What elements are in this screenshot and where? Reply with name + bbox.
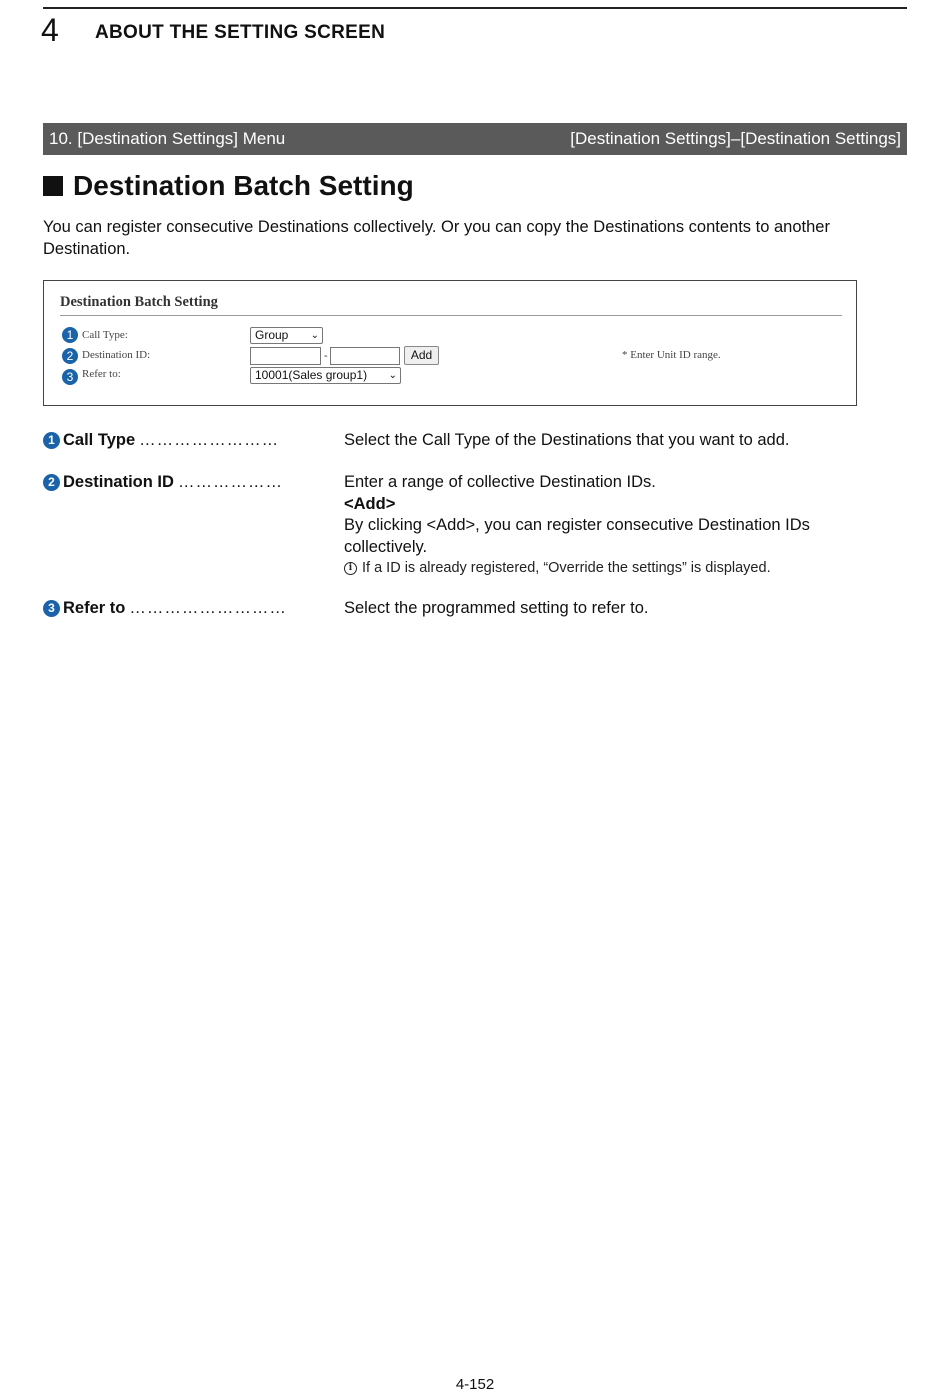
top-rule bbox=[43, 7, 907, 9]
item-desc-text: Select the Call Type of the Destinations that you want to add. bbox=[344, 431, 790, 449]
destination-id-end-input[interactable] bbox=[330, 347, 400, 365]
item-number: 2 bbox=[43, 474, 60, 491]
info-note bbox=[344, 558, 884, 578]
menu-bar-left: 10. [Destination Settings] Menu bbox=[49, 129, 286, 148]
square-bullet-icon bbox=[43, 176, 63, 196]
chapter-number: 4 bbox=[41, 12, 59, 48]
leader-dots: ……………………… bbox=[129, 599, 287, 617]
info-icon: i bbox=[344, 562, 357, 575]
destination-id-start-input[interactable] bbox=[250, 347, 321, 365]
add-button[interactable]: Add bbox=[404, 346, 439, 365]
item-term-text: Call Type bbox=[63, 431, 136, 449]
settings-screenshot bbox=[43, 280, 857, 406]
page-number: 4-152 bbox=[455, 1376, 495, 1393]
item-description bbox=[344, 472, 884, 578]
item-desc-text: Enter a range of collective Destination IDs. bbox=[344, 473, 656, 491]
refer-to-select[interactable] bbox=[250, 367, 401, 384]
leader-dots: ……………… bbox=[177, 473, 283, 491]
callout-number: 1 bbox=[62, 327, 78, 343]
item-term bbox=[43, 472, 293, 494]
chapter-title: ABOUT THE SETTING SCREEN bbox=[95, 22, 386, 43]
item-term bbox=[43, 598, 293, 620]
callout-number: 3 bbox=[62, 369, 78, 385]
call-type-select[interactable] bbox=[250, 327, 323, 344]
unit-id-hint: * Enter Unit ID range. bbox=[622, 349, 721, 361]
info-note-text: If a ID is already registered, “Override the settings” is displayed. bbox=[362, 560, 771, 576]
call-type-value: Group bbox=[255, 328, 289, 342]
refer-to-value: 10001(Sales group1) bbox=[255, 368, 368, 382]
screenshot-title: Destination Batch Setting bbox=[60, 294, 218, 310]
item-term-text: Destination ID bbox=[63, 473, 174, 491]
item-description bbox=[344, 430, 884, 452]
chevron-down-icon: ⌄ bbox=[388, 370, 397, 381]
item-description bbox=[344, 598, 884, 620]
item-number: 3 bbox=[43, 600, 60, 617]
call-type-label: Call Type: bbox=[82, 329, 128, 341]
item-desc-text: Select the programmed setting to refer to. bbox=[344, 599, 649, 617]
item-term bbox=[43, 430, 293, 452]
add-description: By clicking <Add>, you can register consecutive Destination IDs collectively. bbox=[344, 516, 810, 556]
menu-bar-right: [Destination Settings]–[Destination Settings] bbox=[570, 129, 901, 148]
leader-dots: …………………… bbox=[139, 431, 280, 449]
section-title: Destination Batch Setting bbox=[73, 170, 414, 201]
range-dash: - bbox=[324, 350, 328, 362]
screenshot-divider bbox=[60, 315, 842, 316]
item-number: 1 bbox=[43, 432, 60, 449]
chevron-down-icon: ⌄ bbox=[310, 330, 319, 341]
add-subheading: <Add> bbox=[344, 494, 396, 513]
menu-bar bbox=[43, 123, 907, 155]
item-term-text: Refer to bbox=[63, 599, 126, 617]
callout-number: 2 bbox=[62, 348, 78, 364]
section-heading bbox=[43, 170, 414, 202]
section-intro: You can register consecutive Destinations collectively. Or you can copy the Destinations contents to another Destination. bbox=[43, 218, 830, 258]
refer-to-label: Refer to: bbox=[82, 368, 121, 380]
destination-id-label: Destination ID: bbox=[82, 349, 151, 361]
